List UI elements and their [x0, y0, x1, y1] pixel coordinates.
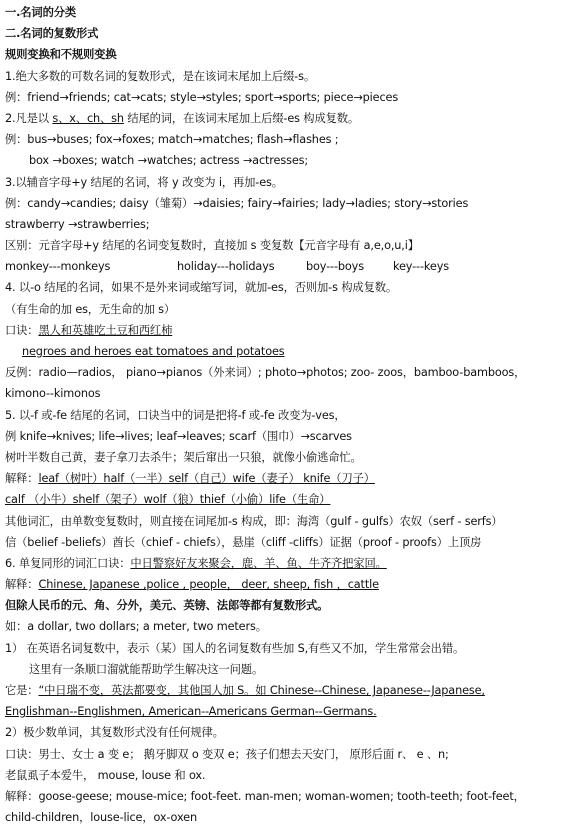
rule-4-text: 4. 以-o 结尾的名词，如果不是外来词或缩写词，就加-es，否则加-s 构成复数。 — [5, 281, 398, 295]
irregular-explanation: 解释：goose-geese; mouse-mice; foot-feet. man-men; woman-women; tooth-teeth; foot-feet， — [5, 789, 525, 803]
vowel-y-examples: monkey---monkeys holiday---holidays boy---boys key---keys — [5, 260, 449, 274]
rule-1-text: 1.绝大多数的可数名词的复数形式，是在该词末尾加上后缀-s。 — [5, 69, 315, 83]
nationality-text-cont: 这里有一条顺口溜就能帮助学生解决这一问题。 — [29, 662, 264, 676]
rule-6-explanation: 解释：Chinese, Japanese ,police , people， deer, sheep, fish ，cattle — [5, 578, 379, 592]
rule-4-note: （有生命的加 es，无生命的加 s） — [5, 302, 176, 316]
vowel-y-note: 区别：元音字母+y 结尾的名词变复数时，直接加 s 变复数【元音字母有 a,e,o,u,i】 — [5, 239, 419, 253]
rule-5-explanation: 解释：leaf（树叶）half（一半）self（自己）wife（妻子） knife（刀子） — [5, 472, 375, 486]
rule-5-example: 例 knife→knives; life→lives; leaf→leaves; scarf（围巾）→scarves — [5, 429, 352, 443]
nationality-mnemonic-cont: Englishman--Englishmen, American--Americans German--Germans. — [5, 705, 377, 719]
heading-noun-categories: 一.名词的分类 — [5, 6, 77, 19]
rule-5-explanation-cont: calf （小牛）shelf（架子）wolf（狼）thief（小偷）life（生命） — [5, 493, 331, 507]
rule-6-mnemonic: 6. 单复同形的词汇口诀：中日警察好友来聚会，鹿、羊、鱼、牛齐齐把家回。 — [5, 556, 387, 570]
rule-3-example-cont: strawberry →strawberries; — [5, 217, 150, 231]
rule-2-endings: s、x、ch、sh — [52, 111, 124, 125]
rule-2-text: 2.凡是以 s、x、ch、sh 结尾的词，在该词末尾加上后缀-es 构成复数。 — [5, 111, 360, 125]
irregular-mnemonic-cont: 老鼠虱子本爱牛， mouse, louse 和 ox. — [5, 768, 206, 782]
rule-5-mnemonic: 树叶半数自己黄，妻子拿刀去杀牛；架后窜出一只狼，就像小偷逃命忙。 — [5, 450, 362, 464]
nationality-mnemonic: 它是：“中日瑞不变，英法都要变，其他国人加 S。如 Chinese--Chinese, Japanese--Japanese, — [5, 684, 485, 697]
rule-4-exceptions: 反例：radio—radios， piano→pianos（外来词）; photo→photos; zoo- zoos，bamboo-bamboos， — [5, 366, 526, 380]
rule-4-mnemonic-english: negroes and heroes eat tomatoes and potatoes — [22, 345, 285, 358]
rule-2-example: 例：bus→buses; fox→foxes; match→matches; flash→flashes ; — [5, 133, 339, 147]
rule-5-other-words: 其他词汇，由单数变复数时，则直接在词尾加-s 构成，即：海湾（gulf - gulfs）农奴（serf - serfs） — [5, 514, 503, 528]
rule-5-text: 5. 以-f 或-fe 结尾的名词，口诀当中的词是把将-f 或-fe 改变为-ves， — [5, 408, 346, 422]
rule-3-example: 例：candy→candies; daisy（雏菊）→daisies; fairy→fairies; lady→ladies; story→stories — [5, 196, 469, 210]
rule-4-mnemonic: 口诀：黑人和英雄吃土豆和西红柿 — [5, 323, 173, 337]
rule-4-exceptions-cont: kimono--kimonos — [5, 387, 101, 401]
heading-plural-forms: 二.名词的复数形式 — [5, 27, 99, 41]
rule-5-other-words-cont: 信（belief -beliefs）酋长（chief - chiefs），悬崖（cliff -cliffs）证据（proof - proofs）上顶房 — [5, 535, 482, 549]
irregular-explanation-cont: child-children，louse-lice，ox-oxen — [5, 811, 197, 825]
currency-note: 但除人民币的元、角、分外，美元、英镑、法郎等都有复数形式。 — [5, 599, 329, 613]
irregular-text: 2）极少数单词，其复数形式没有任何规律。 — [5, 726, 224, 740]
irregular-mnemonic: 口诀：男士、女士 a 变 e； 鹅牙脚双 o 变双 e；孩子们想去天安门， 原形后面 r、 e 、n; — [5, 747, 449, 761]
heading-regular-irregular: 规则变换和不规则变换 — [5, 48, 117, 62]
rule-3-text: 3.以辅音字母+y 结尾的名词，将 y 改变为 i，再加-es。 — [5, 175, 283, 189]
rule-2-example-cont: box →boxes; watch →watches; actress →actresses; — [29, 154, 309, 168]
nationality-text: 1） 在英语名词复数中，表示（某）国人的名词复数有些加 S,有些又不加，学生常常会出错。 — [5, 641, 465, 655]
currency-example: 如：a dollar, two dollars; a meter, two meters。 — [5, 620, 267, 634]
rule-1-example: 例：friend→friends; cat→cats; style→styles; sport→sports; piece→pieces — [5, 90, 399, 104]
